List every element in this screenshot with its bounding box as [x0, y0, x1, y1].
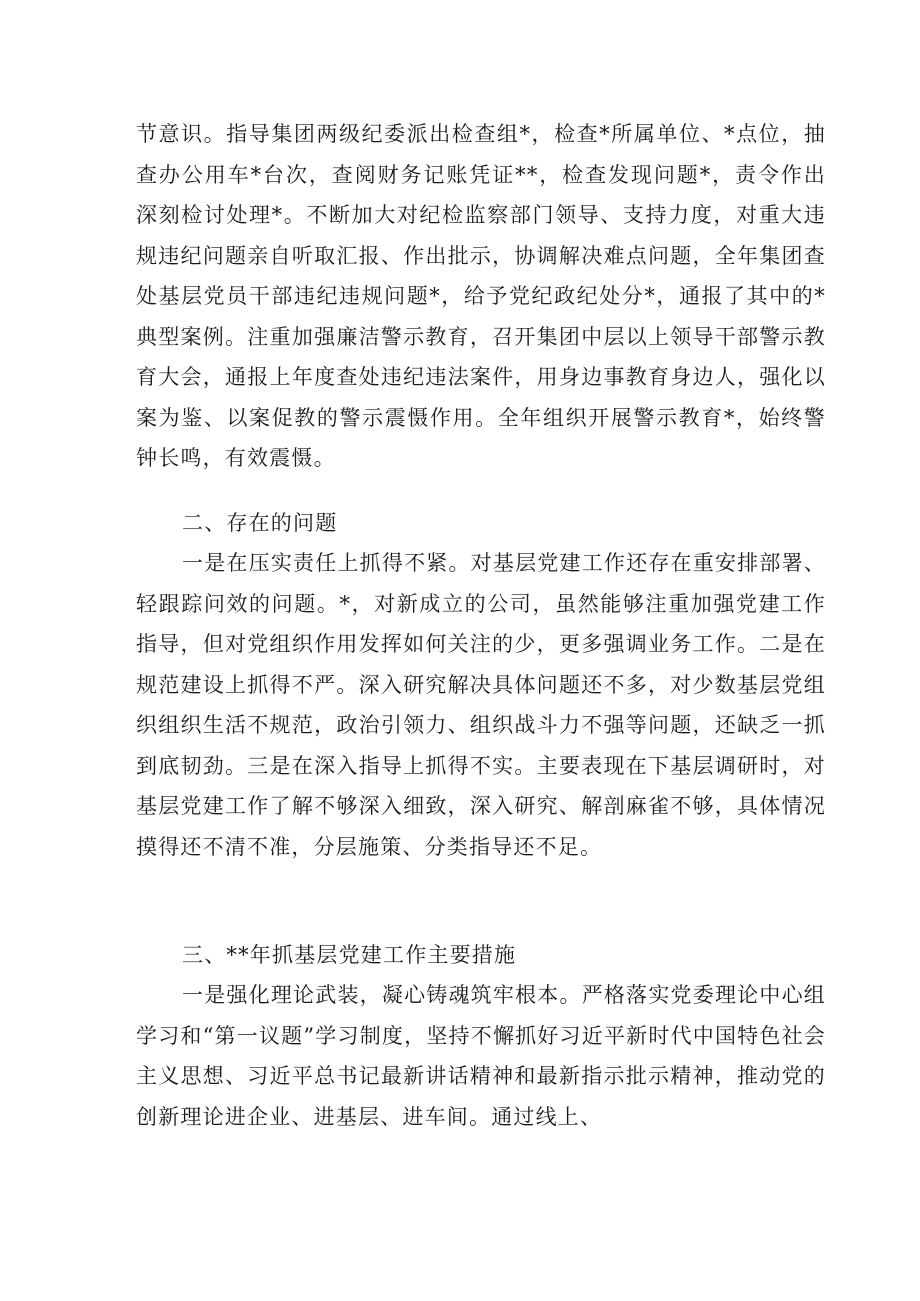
- paragraph-text: 节意识。指导集团两级纪委派出检查组*，检查*所属单位、*点位，抽查办公用车*台次，查阅财务记账凭证**，检查发现问题*，责令作出深刻检讨处理*。不断加大对纪检监察部门领导、支持力度，对重大违规违纪问题亲自听取汇报、作出批示，协调解决难点问题，全年集团查处基层党员干部违纪违规问题*，给予党纪政纪处分*，通报了其中的*典型案例。注重加强廉洁警示教育，召开集团中层以上领导干部警示教育大会，通报上年度查处违纪违法案件，用身边事教育身边人，强化以案为鉴、以案促教的警示震慑作用。全年组织开展警示教育*，始终警钟长鸣，有效震慑。: [136, 122, 826, 470]
- section-heading-measures: [136, 935, 826, 976]
- paragraph-problems: [136, 543, 826, 867]
- heading-text: 二、存在的问题: [182, 511, 338, 535]
- section-heading-problems: [136, 503, 826, 544]
- paragraph-supervision: [136, 114, 826, 479]
- heading-text: 三、**年抓基层党建工作主要措施: [182, 943, 517, 967]
- paragraph-text: 一是强化理论武装，凝心铸魂筑牢根本。严格落实党委理论中心组学习和“第一议题”学习制度，坚持不懈抓好习近平新时代中国特色社会主义思想、习近平总书记最新讲话精神和最新指示批示精神，推动党的创新理论进企业、进基层、进车间。通过线上、: [136, 983, 826, 1129]
- paragraph-text: 一是在压实责任上抓得不紧。对基层党建工作还存在重安排部署、轻跟踪问效的问题。*，对新成立的公司，虽然能够注重加强党建工作指导，但对党组织作用发挥如何关注的少，更多强调业务工作。二是在规范建设上抓得不严。深入研究解决具体问题还不多，对少数基层党组织组织生活不规范，政治引领力、组织战斗力不强等问题，还缺乏一抓到底韧劲。三是在深入指导上抓得不实。主要表现在下基层调研时，对基层党建工作了解不够深入细致，深入研究、解剖麻雀不够，具体情况摸得还不清不准，分层施策、分类指导还不足。: [136, 551, 826, 859]
- paragraph-measures: [136, 975, 826, 1137]
